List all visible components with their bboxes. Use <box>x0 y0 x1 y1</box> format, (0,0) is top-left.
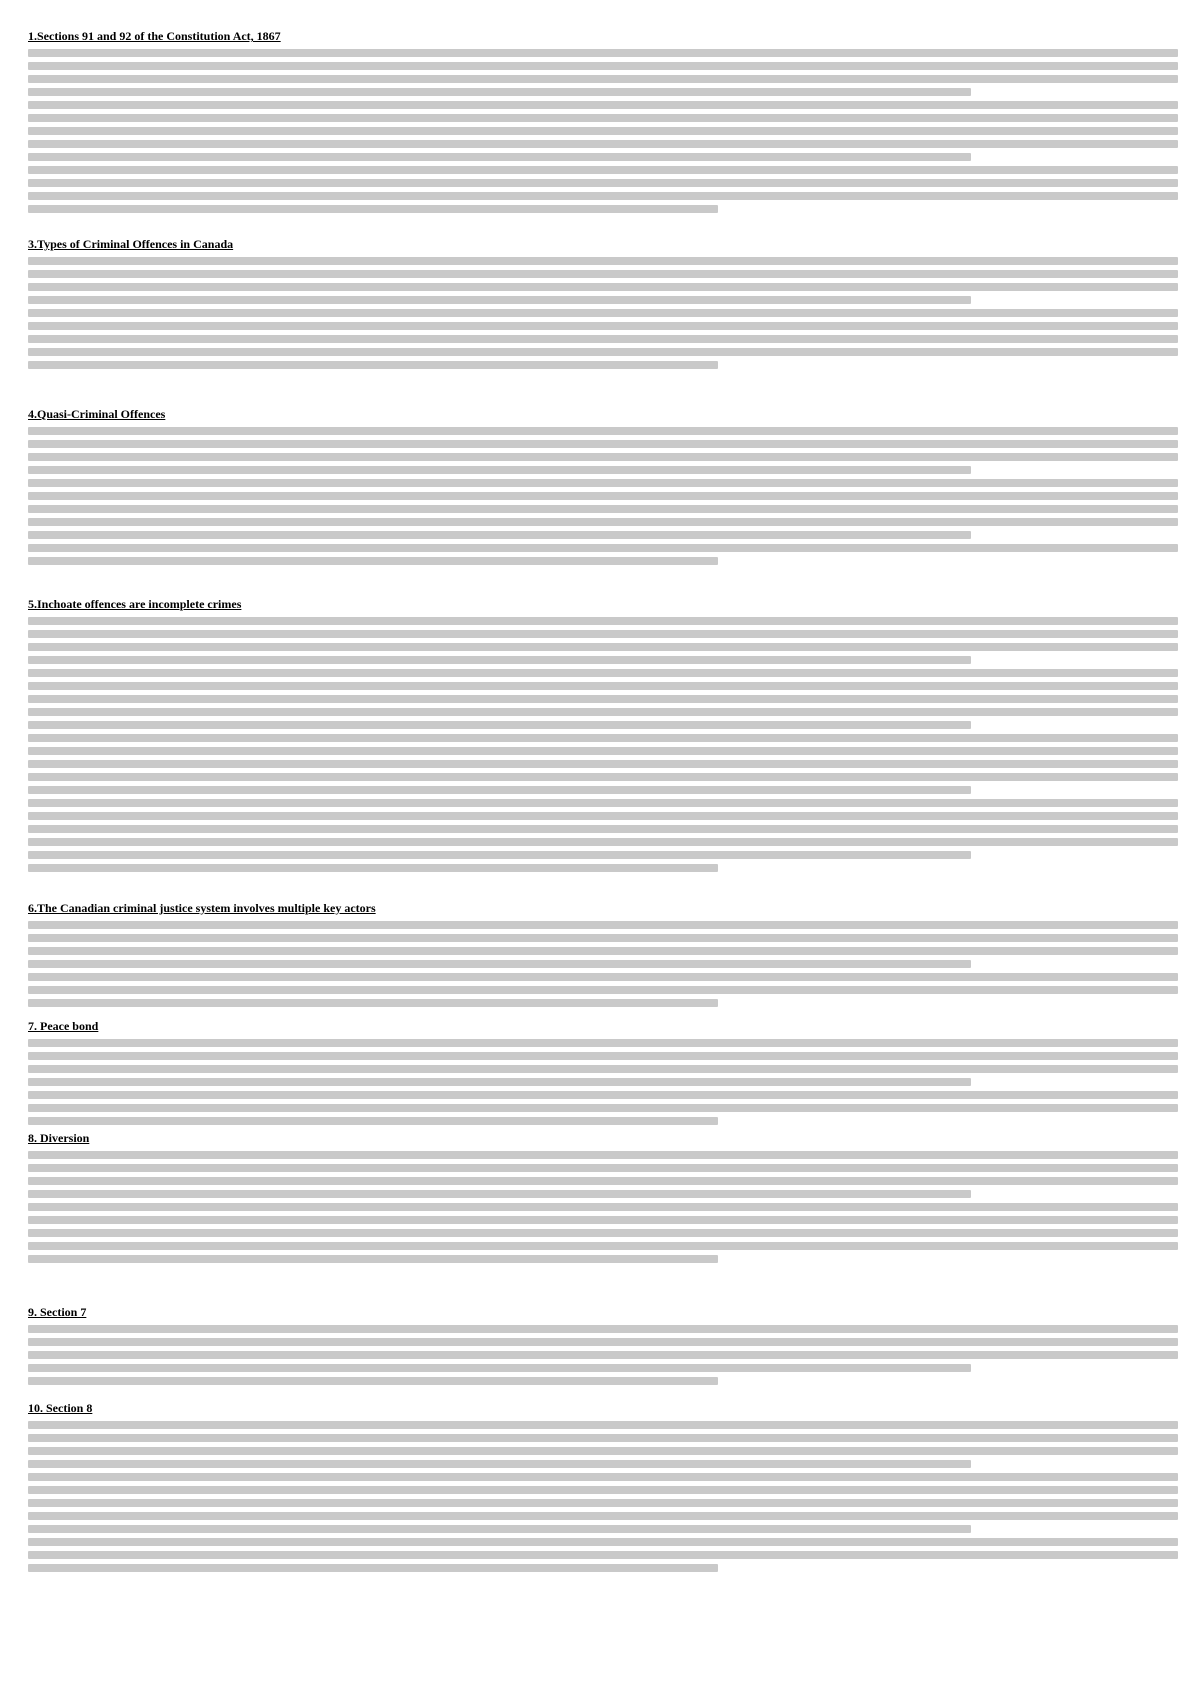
text-line-placeholder <box>28 205 718 213</box>
section-heading: 5.Inchoate offences are incomplete crimes <box>28 597 242 611</box>
text-line-placeholder <box>28 1039 1178 1047</box>
text-line-placeholder <box>28 1325 1178 1333</box>
text-line-placeholder <box>28 75 1178 83</box>
text-line-placeholder <box>28 544 1178 552</box>
text-line-placeholder <box>28 1460 971 1468</box>
text-line-placeholder <box>28 1203 1178 1211</box>
text-line-placeholder <box>28 479 1178 487</box>
section-body-placeholder <box>28 1325 1178 1385</box>
text-line-placeholder <box>28 62 1178 70</box>
text-line-placeholder <box>28 1351 1178 1359</box>
text-line-placeholder <box>28 921 1178 929</box>
text-line-placeholder <box>28 656 971 664</box>
text-line-placeholder <box>28 864 718 872</box>
text-line-placeholder <box>28 721 971 729</box>
text-line-placeholder <box>28 1229 1178 1237</box>
section-body-placeholder <box>28 427 1178 565</box>
text-line-placeholder <box>28 851 971 859</box>
text-line-placeholder <box>28 947 1178 955</box>
text-line-placeholder <box>28 1164 1178 1172</box>
section-6 <box>28 900 1178 1010</box>
text-line-placeholder <box>28 786 971 794</box>
text-line-placeholder <box>28 270 1178 278</box>
text-line-placeholder <box>28 973 1178 981</box>
section-7 <box>28 1018 1178 1128</box>
section-4 <box>28 406 1178 568</box>
text-line-placeholder <box>28 1512 1178 1520</box>
text-line-placeholder <box>28 1564 718 1572</box>
text-line-placeholder <box>28 348 1178 356</box>
text-line-placeholder <box>28 531 971 539</box>
text-line-placeholder <box>28 322 1178 330</box>
section-body-placeholder <box>28 1421 1178 1572</box>
text-line-placeholder <box>28 1525 971 1533</box>
text-line-placeholder <box>28 283 1178 291</box>
section-heading: 8. Diversion <box>28 1131 90 1145</box>
section-8 <box>28 1130 1178 1266</box>
text-line-placeholder <box>28 492 1178 500</box>
text-line-placeholder <box>28 1364 971 1372</box>
text-line-placeholder <box>28 708 1178 716</box>
text-line-placeholder <box>28 88 971 96</box>
text-line-placeholder <box>28 812 1178 820</box>
section-body-placeholder <box>28 257 1178 369</box>
section-heading: 9. Section 7 <box>28 1305 87 1319</box>
text-line-placeholder <box>28 760 1178 768</box>
section-heading: 7. Peace bond <box>28 1019 99 1033</box>
section-body-placeholder <box>28 1151 1178 1263</box>
text-line-placeholder <box>28 427 1178 435</box>
text-line-placeholder <box>28 309 1178 317</box>
text-line-placeholder <box>28 140 1178 148</box>
text-line-placeholder <box>28 1434 1178 1442</box>
text-line-placeholder <box>28 1473 1178 1481</box>
text-line-placeholder <box>28 192 1178 200</box>
text-line-placeholder <box>28 1190 971 1198</box>
text-line-placeholder <box>28 466 971 474</box>
text-line-placeholder <box>28 825 1178 833</box>
text-line-placeholder <box>28 453 1178 461</box>
text-line-placeholder <box>28 1242 1178 1250</box>
text-line-placeholder <box>28 505 1178 513</box>
text-line-placeholder <box>28 695 1178 703</box>
text-line-placeholder <box>28 1421 1178 1429</box>
section-body-placeholder <box>28 921 1178 1007</box>
text-line-placeholder <box>28 1216 1178 1224</box>
section-10 <box>28 1400 1178 1575</box>
text-line-placeholder <box>28 773 1178 781</box>
text-line-placeholder <box>28 1078 971 1086</box>
text-line-placeholder <box>28 1065 1178 1073</box>
section-heading: 10. Section 8 <box>28 1401 93 1415</box>
section-5 <box>28 596 1178 875</box>
text-line-placeholder <box>28 986 1178 994</box>
text-line-placeholder <box>28 747 1178 755</box>
text-line-placeholder <box>28 1151 1178 1159</box>
text-line-placeholder <box>28 296 971 304</box>
text-line-placeholder <box>28 1255 718 1263</box>
text-line-placeholder <box>28 1104 1178 1112</box>
text-line-placeholder <box>28 49 1178 57</box>
text-line-placeholder <box>28 1486 1178 1494</box>
text-line-placeholder <box>28 257 1178 265</box>
text-line-placeholder <box>28 960 971 968</box>
section-heading: 1.Sections 91 and 92 of the Constitution Act, 1867 <box>28 29 281 43</box>
text-line-placeholder <box>28 669 1178 677</box>
section-1 <box>28 28 1178 216</box>
text-line-placeholder <box>28 1447 1178 1455</box>
section-9 <box>28 1304 1178 1388</box>
text-line-placeholder <box>28 999 718 1007</box>
text-line-placeholder <box>28 1052 1178 1060</box>
text-line-placeholder <box>28 557 718 565</box>
text-line-placeholder <box>28 1538 1178 1546</box>
section-heading: 4.Quasi-Criminal Offences <box>28 407 166 421</box>
section-heading: 3.Types of Criminal Offences in Canada <box>28 237 234 251</box>
text-line-placeholder <box>28 518 1178 526</box>
text-line-placeholder <box>28 734 1178 742</box>
text-line-placeholder <box>28 179 1178 187</box>
text-line-placeholder <box>28 617 1178 625</box>
text-line-placeholder <box>28 838 1178 846</box>
text-line-placeholder <box>28 1499 1178 1507</box>
text-line-placeholder <box>28 1551 1178 1559</box>
text-line-placeholder <box>28 153 971 161</box>
text-line-placeholder <box>28 1117 718 1125</box>
text-line-placeholder <box>28 1177 1178 1185</box>
text-line-placeholder <box>28 361 718 369</box>
section-body-placeholder <box>28 49 1178 213</box>
text-line-placeholder <box>28 1338 1178 1346</box>
text-line-placeholder <box>28 335 1178 343</box>
text-line-placeholder <box>28 440 1178 448</box>
text-line-placeholder <box>28 166 1178 174</box>
text-line-placeholder <box>28 934 1178 942</box>
text-line-placeholder <box>28 114 1178 122</box>
text-line-placeholder <box>28 682 1178 690</box>
section-body-placeholder <box>28 1039 1178 1125</box>
text-line-placeholder <box>28 127 1178 135</box>
text-line-placeholder <box>28 799 1178 807</box>
text-line-placeholder <box>28 1377 718 1385</box>
section-body-placeholder <box>28 617 1178 872</box>
section-3 <box>28 236 1178 372</box>
text-line-placeholder <box>28 643 1178 651</box>
text-line-placeholder <box>28 101 1178 109</box>
section-heading: 6.The Canadian criminal justice system involves multiple key actors <box>28 901 376 915</box>
text-line-placeholder <box>28 1091 1178 1099</box>
text-line-placeholder <box>28 630 1178 638</box>
